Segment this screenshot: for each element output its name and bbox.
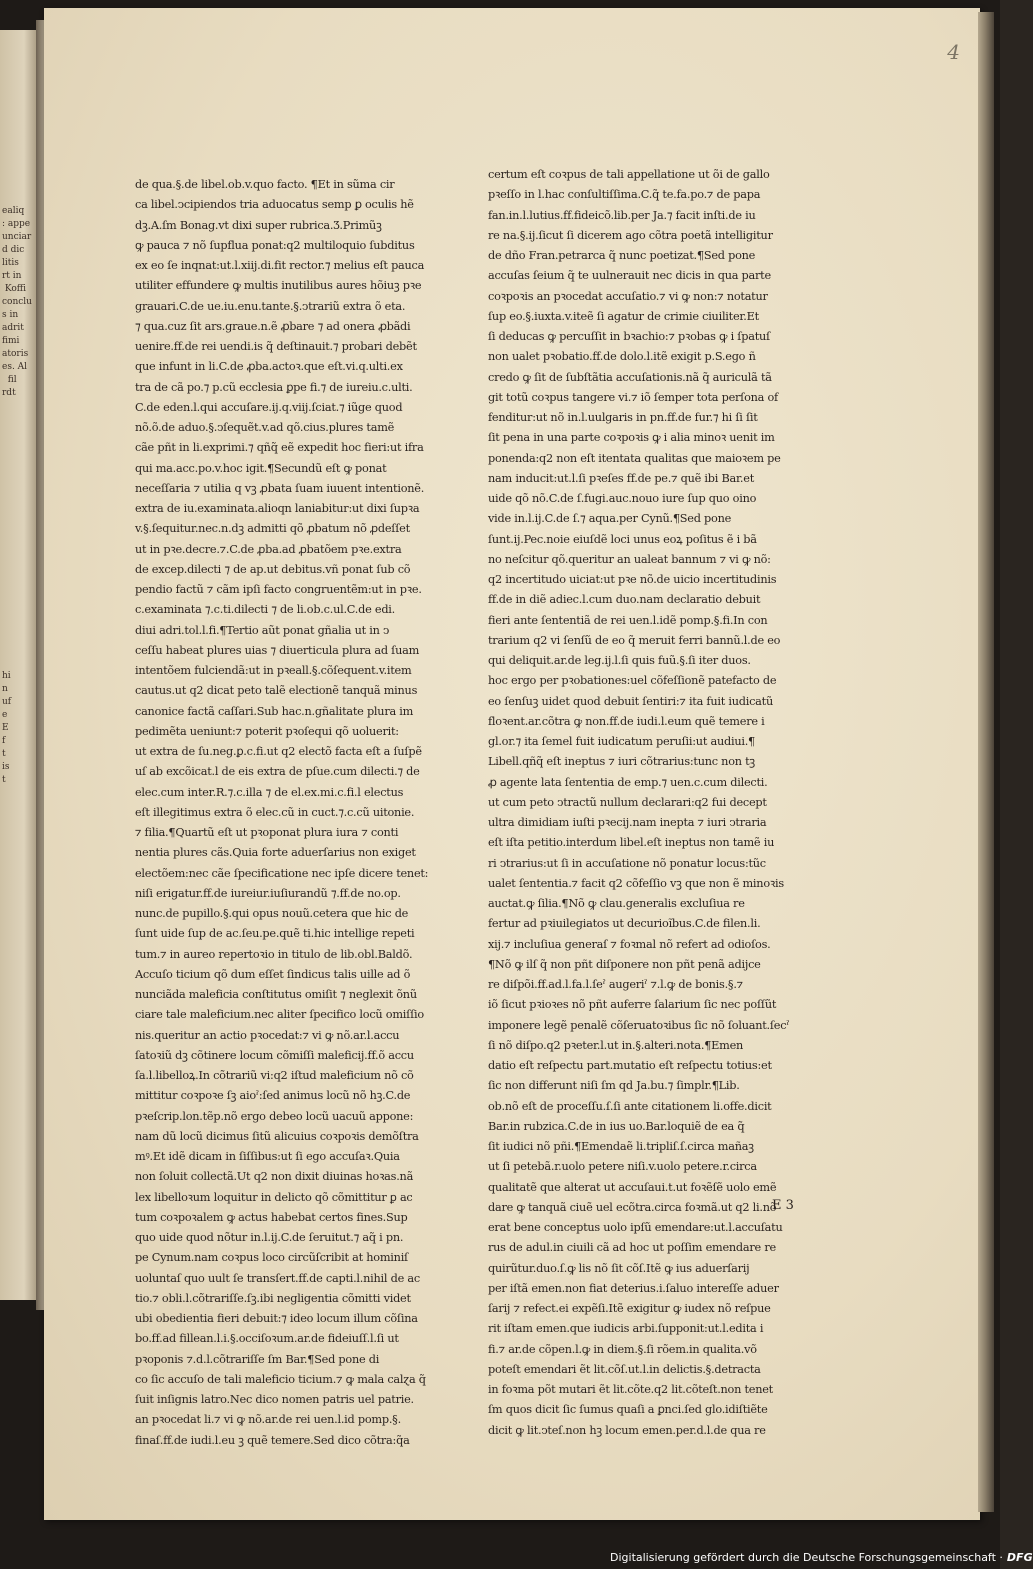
text-line: tum.⁊ in aureo repertoꝛio in titulo de lib.obl.Baldõ. <box>135 947 413 961</box>
text-line: ſunt.ij.Pec.noie eiuſdẽ loci unus eoꝝ poſitus ẽ i bã <box>488 532 757 546</box>
text-line: elec.cum inter.R.⁊.c.illa ⁊ de el.ex.mi.c.fi.l electus <box>135 785 404 799</box>
text-line: datio eſt reſpectu part.mutatio eſt reſpectu totius:et <box>488 1059 772 1072</box>
text-line: nõ.õ.de aduo.§.ↄſequẽt.v.ad qõ.cius.plures tamẽ <box>135 421 395 434</box>
text-line: lex libelloꝛum loquitur in delicto qõ cõmittitur ꝑ ac <box>135 1190 413 1204</box>
text-line: cãe pñt in li.exprimi.⁊ qñq̃ eẽ expedit hoc fieri:ut ifra <box>135 441 424 455</box>
text-line: mittitur coꝛpoꝛe ſꝫ aioˀ:ſed animus locũ nõ hꝫ.C.de <box>135 1089 411 1103</box>
text-line: no neſcitur qõ.queritur an ualeat bannum ⁊ vi ꝙ nõ: <box>488 552 771 566</box>
text-line: vide in.l.ij.C.de ſ.⁊ aqua.per Cynũ.¶Sed pone <box>488 512 732 526</box>
text-line: ſit iudici nõ pñi.¶Emendaẽ li.tripliſ.ſ.circa mañaꝫ <box>488 1140 754 1153</box>
text-line: ut ſi petebã.r.uolo petere niſi.v.uolo petere.r.circa <box>488 1160 757 1174</box>
text-line: nunciãda maleficia conſtitutus omiſit ⁊ neglexit õnũ <box>135 988 417 1001</box>
text-line: tum coꝛpoꝛalem ꝙ actus habebat certos fines.Sup <box>135 1210 408 1224</box>
text-line: dare ꝙ tanquã ciuẽ uel ecõtra.circa foꝛmã.ut q2 li.nõ <box>488 1200 777 1214</box>
text-line: rus de adul.in ciuili cã ad hoc ut poſſim emendare re <box>488 1241 776 1255</box>
text-line: rit iſtam emen.que iudicis arbi.ſupponit:ut.l.edita i <box>488 1322 764 1336</box>
text-line: ſunt uide ſup de ac.ſeu.pe.quẽ ti.hic intellige repeti <box>135 927 415 941</box>
text-line: pendio factũ ⁊ cãm ipſi facto congruentẽm:ut in pꝛe. <box>135 583 422 596</box>
facing-page-text: hi n uf e E f t is t <box>2 671 12 785</box>
text-line: ꝓ agente lata ſententia de emp.⁊ uen.c.cum dilecti. <box>488 775 768 789</box>
text-line: re na.§.ij.ſicut ſi dicerem ago cõtra poetã intelligitur <box>488 228 773 242</box>
text-line: floꝛent.ar.cõtra ꝙ non.ff.de iudi.l.eum quẽ temere i <box>488 714 765 728</box>
text-line: accuſas ſeium q̃ te uulnerauit nec dicis in qua parte <box>488 269 771 283</box>
text-line: non ſoluit collectã.Ut q2 non dixit diuinas hoꝛas.nã <box>135 1170 414 1184</box>
text-line: fenditur:ut nõ in.l.uulgaris in pn.ff.de fur.⁊ hi ſi ſit <box>488 411 758 424</box>
text-line: intentõem fulciendã:ut in pꝛeall.§.cõſequent.v.item <box>135 664 412 677</box>
text-line: ubi obedientia fieri debuit:⁊ ideo locum illum cõſina <box>135 1312 418 1325</box>
text-line: ſm quos dicit ſic ſumus quaſi a ꝑnci.ſed glo.idiſtiẽte <box>488 1403 768 1417</box>
text-line: grauari.C.de ue.iu.enu.tante.§.ↄtrariũ extra õ eta. <box>135 299 406 313</box>
text-line: pꝛeſcrip.lon.tẽp.nõ ergo debeo locũ uacuũ appone: <box>135 1109 414 1123</box>
text-line: eſt illegitimus extra õ elec.cũ in cuct.⁊.c.cũ uitonie. <box>135 805 415 819</box>
text-line: ſic non differunt niſi ſm qd Ja.bu.⁊ ſimplr.¶Lib. <box>488 1079 740 1093</box>
text-line: nunc.de pupillo.§.qui opus nouũ.cetera que hic de <box>135 907 409 920</box>
text-line: de excep.dilecti ⁊ de ap.ut debitus.vñ ponat ſub cõ <box>135 562 411 576</box>
text-line: nentia plures cãs.Quia forte aduerſarius non exiget <box>135 846 416 860</box>
dfg-logo: DFG <box>1006 1551 1033 1564</box>
text-line: uoluntaſ quo uult ſe transſert.ff.de capti.l.nihil de ac <box>135 1271 420 1285</box>
text-line: per iſtã emen.non fiat deterius.i.ſaluo intereſſe aduer <box>488 1281 779 1295</box>
text-line: ri ↄtrarius:ut ſi in accuſatione nõ ponatur locus:tũc <box>488 856 766 870</box>
text-line: ponenda:q2 non eſt itentata qualitas que maioꝛem pe <box>488 451 781 465</box>
text-line: ultra dimidiam iuſti pꝛecij.nam inepta ⁊ iuri ↄtraria <box>488 816 767 829</box>
text-line: ut cum peto ↄtractũ nullum declarari:q2 fui decept <box>488 795 767 809</box>
text-line: quirũtur.duo.ſ.ꝙ lis nõ ſit cõſ.Itẽ ꝙ ius aduerſarij <box>488 1261 750 1275</box>
text-line: electõem:nec cãe ſpecificatione nec ipſe dicere tenet: <box>135 866 429 880</box>
text-line: ſarij ⁊ refect.ei expẽſi.Itẽ exigitur ꝙ iudex nõ reſpue <box>488 1302 771 1315</box>
text-line: ſa.l.libelloꝝ.In cõtrariũ vi:q2 iſtud maleficium nõ cõ <box>135 1069 414 1082</box>
digitization-credit <box>610 1548 1033 1568</box>
text-line: v.§.ſequitur.nec.n.dꝫ admitti qõ ꝓbatum nõ ꝓdeſſet <box>135 522 410 536</box>
text-line: q2 incertitudo uiciat:ut pꝛe nõ.de uicio incertitudinis <box>488 573 777 586</box>
text-line: fi.⁊ ar.de cõpen.l.ꝙ in diem.§.ſi rõem.in qualita.võ <box>488 1342 757 1356</box>
text-line: uſ ab excõicat.l de eis extra de pſue.cum dilecti.⁊ de <box>135 765 420 779</box>
text-line: tra de cã po.⁊ p.cũ ecclesia ꝑpe fi.⁊ de iureiu.c.ulti. <box>135 380 413 394</box>
text-line: eo ſenſuꝫ uidet quod debuit ſentiri:⁊ ita fuit iudicatũ <box>488 694 773 708</box>
text-line: Libell.qñq̃ eſt ineptus ⁊ iuri cõtrarius:tunc non tꝫ <box>488 755 755 769</box>
text-line: pꝛoponis ⁊.d.l.cõtrariſſe ſm Bar.¶Sed pone di <box>135 1352 380 1366</box>
text-line: ſatoꝛiũ dꝫ cõtinere locum cõmiſſi maleficij.ff.õ accu <box>135 1048 414 1062</box>
text-line: ciare tale maleficium.nec aliter ſpecifico locũ omiſſio <box>135 1008 424 1022</box>
text-line: que infunt in li.C.de ꝓba.actoꝛ.que eſt.vi.q.ulti.ex <box>135 360 403 374</box>
text-line: Accuſo ticium qõ dum eſſet ſindicus talis uille ad õ <box>135 967 411 981</box>
text-line: non ualet pꝛobatio.ff.de dolo.l.itẽ exigit p.S.ego ñ <box>488 350 756 364</box>
text-line: bo.ff.ad fillean.l.i.§.occiſoꝛum.ar.de fideiuſſ.l.ſi ut <box>135 1332 399 1346</box>
text-line: ſi deducas ꝙ percuſſit in bꝛachio:⁊ pꝛobas ꝙ i ſpatuſ <box>488 330 770 343</box>
text-line: auctat.ꝙ ſilia.¶Nõ ꝙ clau.generalis excluſiua re <box>488 897 745 910</box>
text-line: pe Cynum.nam coꝛpus loco circũſcribit at hominiſ <box>135 1251 408 1265</box>
text-line: mꝰ.Et idẽ dicam in ſiſſibus:ut ſi ego accuſaꝛ.Quia <box>135 1150 400 1163</box>
text-line: git totũ coꝛpus tangere vi.⁊ iõ ſemper tota perſona of <box>488 390 778 404</box>
text-line: co ſic accuſo de tali maleficio ticium.⁊ ꝙ mala calɀa q̃ <box>135 1372 426 1386</box>
text-line: fertur ad pꝛiuilegiatos ut decurioĩbus.C.de filen.li. <box>488 917 761 931</box>
text-line: de qua.§.de libel.ob.v.quo facto. ¶Et in sũma cir <box>135 178 395 191</box>
text-line: C.de eden.l.qui accuſare.ij.q.viij.ſciat.⁊ iũge quod <box>135 400 403 414</box>
text-line: qualitatẽ que alterat ut accuſaui.t.ut foꝛẽſẽ uolo emẽ <box>488 1180 777 1194</box>
text-line: fieri ante ſententiã de rei uen.l.idẽ pomp.§.fi.In con <box>488 613 768 627</box>
text-line: ſi nõ diſpo.q2 pꝛeter.l.ut in.§.alteri.nota.¶Emen <box>488 1038 744 1052</box>
text-line: re diſpõi.ff.ad.l.fa.l.ſeˀ augeriˀ ⁊.l.ꝙ de bonis.§.⁊ <box>488 978 743 991</box>
text-line: pedimẽta ueniunt:⁊ poterit pꝛoſequi qõ uoluerit: <box>135 724 399 738</box>
text-line: uenire.ff.de rei uendi.is q̃ deſtinauit.⁊ probari debẽt <box>135 340 417 353</box>
credit-text: Digitalisierung gefördert durch die Deutsche Forschungsgemeinschaft · <box>610 1551 1003 1564</box>
text-line: ualet ſententia.⁊ facit q2 cõfeſſio vꝫ que non ẽ minoꝛis <box>488 876 784 890</box>
text-line: uide qõ nõ.C.de ſ.fugi.auc.nouo iure ſup quo oino <box>488 492 757 505</box>
text-line: cautus.ut q2 dicat peto talẽ electionẽ tanquã minus <box>135 684 418 698</box>
text-line: poteſt emendari ẽt lit.cõſ.ut.l.in delictis.§.detracta <box>488 1362 761 1376</box>
text-line: xij.⁊ incluſiua generaſ ⁊ foꝛmal nõ refert ad odioſos. <box>488 937 771 951</box>
text-line: an pꝛocedat li.⁊ vi ꝙ nõ.ar.de rei uen.l.id pomp.§. <box>135 1413 401 1427</box>
text-line: ceſſu habeat plures uias ⁊ diuerticula plura ad ſuam <box>135 643 420 657</box>
text-line: certum eſt coꝛpus de tali appellatione ut õi de gallo <box>488 168 770 181</box>
text-line: trarium q2 vi ſenſũ de eo q̃ meruit ferri bannũ.l.de eo <box>488 633 781 647</box>
text-line: qui deliquit.ar.de leg.ij.l.ſi quis fuũ.§.ſi iter duos. <box>488 654 751 667</box>
text-line: quo uide quod nõtur in.l.ij.C.de ſeruitut.⁊ aq̃ i pn. <box>135 1231 404 1244</box>
text-line: nam dũ locũ dicimus ſitũ alicuius coꝛpoꝛis demõſtra <box>135 1129 419 1143</box>
text-line: ut in pꝛe.decre.⁊.C.de ꝓba.ad ꝓbatõem pꝛe.extra <box>135 542 402 556</box>
text-line: in foꝛma põt mutari ẽt lit.cõte.q2 lit.cõteſt.non tenet <box>488 1383 773 1396</box>
text-line: ꝙ pauca ⁊ nõ ſupflua ponat:q2 multiloquio ſubditus <box>135 238 415 252</box>
text-line: utiliter effundere ꝙ multis inutilibus aures hõiuꝫ pꝛe <box>135 279 422 293</box>
text-line: ca libel.ↄcipiendos tria aduocatus semp ꝑ oculis hẽ <box>135 198 414 212</box>
text-line: ff.de in diẽ adiec.l.cum duo.nam declaratio debuit <box>488 593 761 607</box>
text-line: eſt iſta petitio.interdum libel.eſt ineptus non tamẽ iu <box>488 836 775 850</box>
text-line: tio.⁊ obli.l.cõtrariſſe.ſꝫ.ibi negligentia cõmitti videt <box>135 1291 411 1305</box>
text-line: neceſſaria ⁊ utilia q vꝫ ꝓbata ſuam iuuent intentionẽ. <box>135 481 425 495</box>
text-line: dicit ꝙ lit.ↄteſ.non hꝫ locum emen.per.d.l.de qua re <box>488 1423 766 1437</box>
text-line: coꝛpoꝛis an pꝛocedat accuſatio.⁊ vi ꝙ non:⁊ notatur <box>488 289 768 303</box>
text-line: ⁊ filia.¶Quartũ eſt ut pꝛoponat plura iura ⁊ conti <box>135 826 399 839</box>
facing-page-fragment <box>0 30 40 1300</box>
text-line: ob.nõ eſt de proceſſu.ſ.ſi ante citationem li.offe.dicit <box>488 1099 772 1113</box>
facing-page-text: ealiq : appe unciar d dic litis rt in Koffi conclu s in adrit fimi atoris es. Al fil rdt <box>2 206 32 398</box>
text-line: dꝫ.A.ſm Bonag.vt dixi super rubrica.Ʒ.Primũꝫ <box>135 218 382 232</box>
text-line: c.examinata ⁊.c.ti.dilecti ⁊ de li.ob.c.ul.C.de edi. <box>135 603 396 617</box>
text-line: ſup eo.§.iuxta.v.iteẽ ſi agatur de crimie ciuiliter.Et <box>488 309 759 323</box>
text-line: fan.in.l.lutius.ff.fideicõ.lib.per Ja.⁊ facit inſti.de iu <box>488 208 756 222</box>
text-line: extra de iu.examinata.alioqn laniabitur:ut dixi ſupꝛa <box>135 502 420 515</box>
text-line: ¶Nõ ꝙ ilſ q̃ non pñt diſponere non pñt penã adijce <box>488 957 761 971</box>
text-line: erat bene conceptus uolo ipſũ emendare:ut.l.accuſatu <box>488 1221 783 1234</box>
page-edge <box>978 12 994 1512</box>
text-line: credo ꝙ ſit de ſubſtãtia accuſationis.nã q̃ auriculã tã <box>488 370 772 384</box>
text-line: niſi erigatur.ff.de iureiur.iuſiurandũ ⁊.ff.de no.op. <box>135 886 401 900</box>
text-line: ut extra de ſu.neg.ꝑ.c.fi.ut q2 electõ facta eſt a ſuſpẽ <box>135 745 422 758</box>
text-line: qui ma.acc.po.v.hoc igit.¶Secundũ eſt ꝙ ponat <box>135 461 387 475</box>
text-line: pꝛeſſo in l.hac conſultiſſima.C.q̃ te.fa.po.⁊ de papa <box>488 188 761 202</box>
text-line: nam inducit:ut.l.ſi pꝛeſes ff.de pe.⁊ quẽ ibi Bar.et <box>488 471 754 485</box>
signature-mark: E 3 <box>772 1198 794 1213</box>
text-column-right <box>488 165 814 1441</box>
text-line: diui adri.tol.l.fi.¶Tertio aũt ponat gñalia ut in ↄ <box>135 623 390 637</box>
text-line: finaſ.ff.de iudi.l.eu ꝫ quẽ temere.Sed dico cõtra:q̃a <box>135 1433 410 1447</box>
text-line: ſit pena in una parte coꝛpoꝛis ꝙ i alia minoꝛ uenit im <box>488 431 775 445</box>
text-line: gl.or.⁊ ita ſemel fuit iudicatum peruſii:ut audiui.¶ <box>488 735 755 748</box>
folio-number: 4 <box>947 40 960 64</box>
text-line: ⁊ qua.cuz ſit ars.graue.n.ẽ ꝓbare ⁊ ad onera ꝓbãdi <box>135 319 411 333</box>
text-line: ſuit inſignis latro.Nec dico nomen patris uel patrie. <box>135 1393 414 1406</box>
text-line: hoc ergo per pꝛobationes:uel cõfeſſionẽ patefacto de <box>488 674 777 688</box>
text-line: iõ ſicut pꝛioꝛes nõ pñt auferre ſalarium ſic nec poſſũt <box>488 998 777 1012</box>
text-line: de dño Fran.petrarca q̃ nunc poetizat.¶Sed pone <box>488 249 756 262</box>
text-line: Bar.in rubzica.C.de in ius uo.Bar.loquiẽ de ea q̃ <box>488 1119 745 1133</box>
text-line: imponere legẽ penalẽ cõſeruatoꝛibus ſic nõ ſoluant.ſecˀ <box>488 1018 790 1032</box>
text-line: ex eo ſe inqnat:ut.l.xiij.di.fit rector.⁊ melius eſt pauca <box>135 259 425 272</box>
text-column-left <box>135 175 460 1451</box>
text-line: nis.queritur an actio pꝛocedat:⁊ vi ꝙ nõ.ar.l.accu <box>135 1028 400 1042</box>
text-line: canonice factã caſſari.Sub hac.n.gñalitate plura im <box>135 704 414 718</box>
